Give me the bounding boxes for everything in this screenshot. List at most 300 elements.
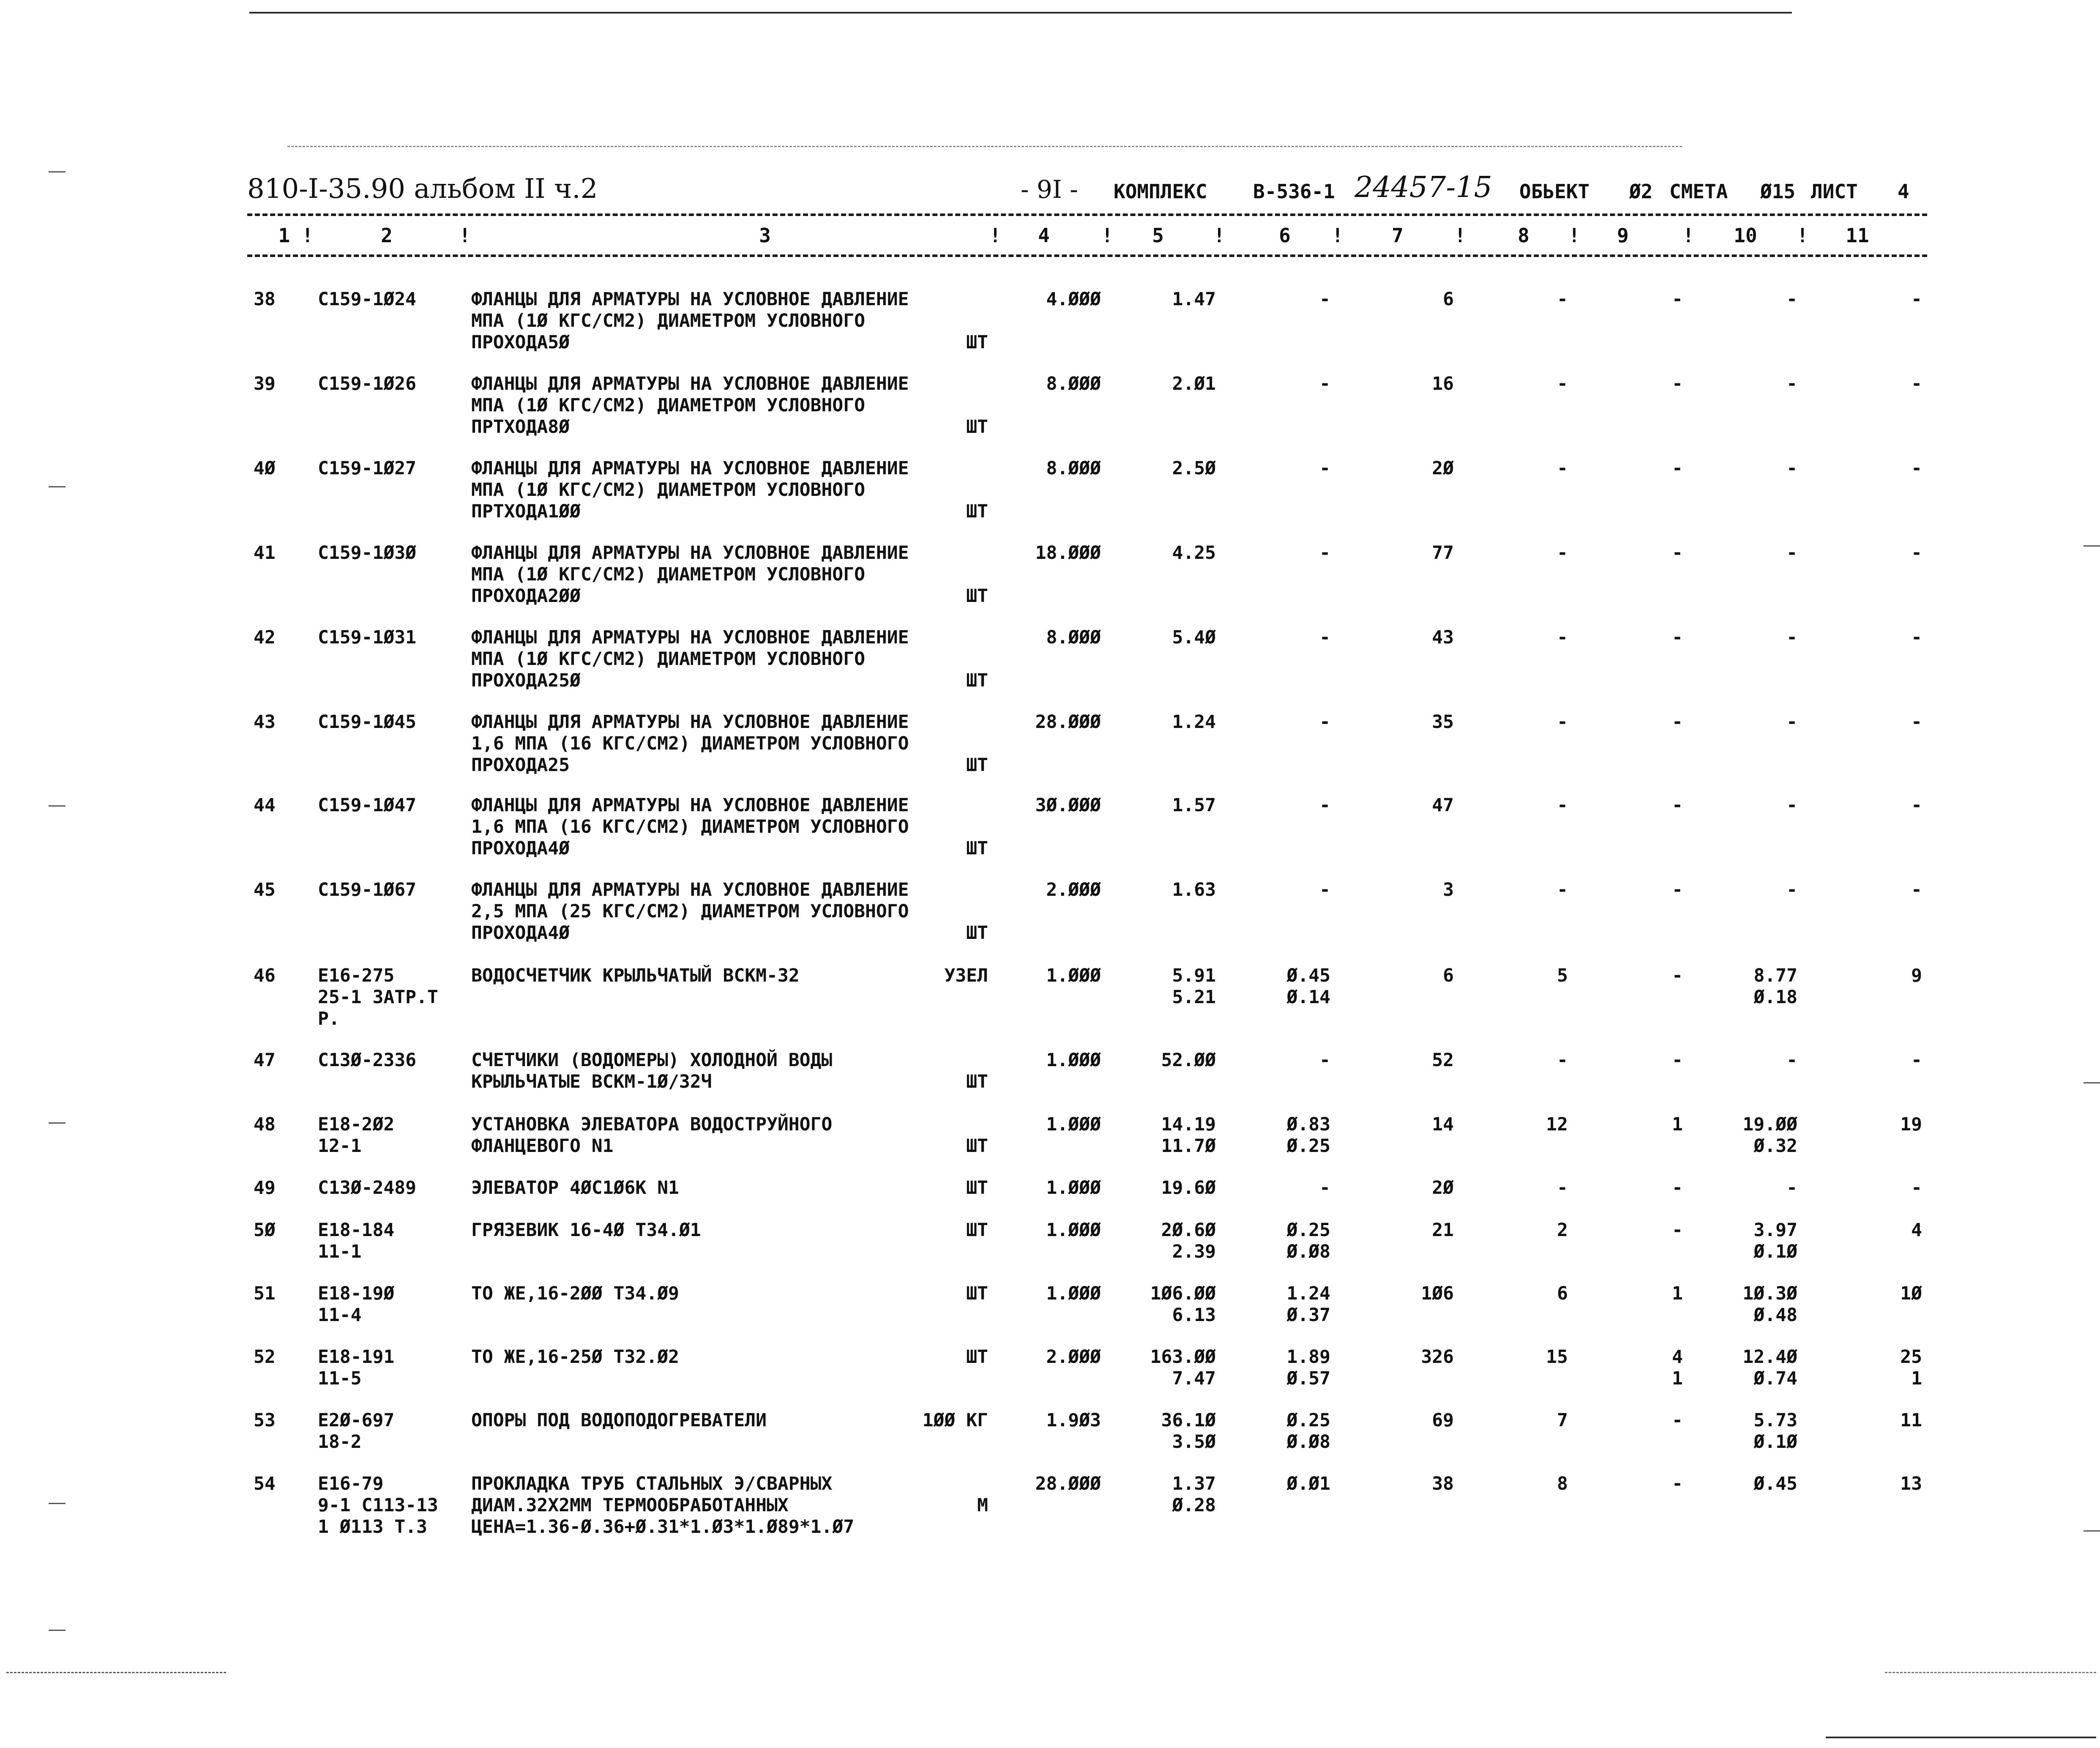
row-description: МПА (1Ø КГС/СМ2) ДИАМЕТРОМ УСЛОВНОГО — [471, 648, 865, 670]
scan-dotted-line — [287, 146, 1682, 147]
col-11-value: 1Ø — [1900, 1283, 1922, 1304]
row-unit: ШТ — [966, 1220, 988, 1241]
row-code: С159-1Ø45 — [318, 711, 416, 733]
col-4-value: 1.ØØØ — [1046, 1114, 1101, 1135]
col-8-value: - — [1557, 289, 1568, 310]
col-8-value: 6 — [1557, 1283, 1568, 1304]
scan-top-line — [249, 12, 1792, 14]
col-10-value: Ø.74 — [1753, 1368, 1797, 1389]
col-7-value: 43 — [1432, 627, 1454, 648]
col-6-value: 1.24 — [1286, 1283, 1330, 1304]
column-separator: ! — [1568, 224, 1580, 247]
col-5-value: 163.ØØ — [1150, 1346, 1216, 1368]
complex-code: В-536-1 — [1253, 180, 1335, 203]
row-code: 11-5 — [318, 1368, 362, 1389]
col-9-value: - — [1672, 373, 1683, 394]
col-6-value: Ø.14 — [1286, 987, 1330, 1008]
col-7-value: 69 — [1432, 1410, 1454, 1431]
row-description: ПРОХОДА5Ø — [471, 332, 570, 353]
col-8-value: - — [1557, 373, 1568, 394]
col-10-value: Ø.45 — [1753, 1473, 1797, 1494]
col-11-value: 9 — [1911, 965, 1922, 986]
row-description: ВОДОСЧЕТЧИК КРЫЛЬЧАТЫЙ ВСКМ-32 — [471, 965, 800, 986]
col-6-value: - — [1319, 627, 1330, 648]
row-description: КРЫЛЬЧАТЫЕ ВСКМ-1Ø/32Ч — [471, 1071, 712, 1092]
column-number: 8 — [1518, 224, 1529, 247]
row-description: ФЛАНЦЫ ДЛЯ АРМАТУРЫ НА УСЛОВНОЕ ДАВЛЕНИЕ — [471, 627, 909, 648]
col-5-value: 36.1Ø — [1161, 1410, 1216, 1431]
col-8-value: - — [1557, 458, 1568, 479]
col-9-value: - — [1672, 965, 1683, 986]
row-code: Е18-19Ø — [318, 1283, 395, 1304]
row-description: ФЛАНЦЫ ДЛЯ АРМАТУРЫ НА УСЛОВНОЕ ДАВЛЕНИЕ — [471, 373, 909, 394]
margin-mark — [2084, 1082, 2100, 1083]
col-9-value: - — [1672, 458, 1683, 479]
row-code: С159-1Ø31 — [318, 627, 416, 648]
row-description: УСТАНОВКА ЭЛЕВАТОРА ВОДОСТРУЙНОГО — [471, 1114, 833, 1135]
col-7-value: 77 — [1432, 542, 1454, 564]
column-separator: ! — [989, 224, 1001, 247]
column-numbers — [247, 224, 1938, 249]
col-5-value: 1.57 — [1172, 795, 1216, 816]
column-number: 5 — [1152, 224, 1164, 247]
column-number: 6 — [1279, 224, 1291, 247]
margin-mark — [49, 1122, 66, 1124]
column-separator: ! — [1101, 224, 1113, 247]
col-10-value: - — [1786, 289, 1797, 310]
column-number: 7 — [1392, 224, 1404, 247]
col-6-value: - — [1319, 373, 1330, 394]
row-unit: ШТ — [966, 755, 988, 776]
col-7-value: 47 — [1432, 795, 1454, 816]
col-6-value: Ø.57 — [1286, 1368, 1330, 1389]
col-6-value: - — [1319, 1050, 1330, 1071]
row-number: 53 — [254, 1410, 276, 1431]
col-5-value: 5.21 — [1172, 987, 1216, 1008]
col-7-value: 2Ø — [1432, 1177, 1454, 1198]
row-unit: 1ØØ КГ — [922, 1410, 988, 1431]
row-description: ЦЕНА=1.36-Ø.36+Ø.31*1.Ø3*1.Ø89*1.Ø7 — [471, 1516, 855, 1537]
row-description: МПА (1Ø КГС/СМ2) ДИАМЕТРОМ УСЛОВНОГО — [471, 395, 865, 416]
object-value: Ø2 — [1629, 180, 1653, 203]
col-10-value: - — [1786, 373, 1797, 394]
col-8-value: - — [1557, 795, 1568, 816]
col-7-value: 2Ø — [1432, 458, 1454, 479]
col-11-value: - — [1911, 289, 1922, 310]
col-9-value: - — [1672, 879, 1683, 900]
row-code: 12-1 — [318, 1135, 362, 1157]
col-5-value: 1Ø6.ØØ — [1150, 1283, 1216, 1304]
row-description: ЭЛЕВАТОР 4ØС1Ø6К N1 — [471, 1177, 679, 1198]
col-6-value: - — [1319, 1177, 1330, 1198]
row-number: 38 — [254, 289, 276, 310]
header-rule-top — [247, 213, 1927, 216]
col-5-value: 14.19 — [1161, 1114, 1216, 1135]
col-10-value: Ø.48 — [1753, 1305, 1797, 1326]
column-separator: ! — [459, 224, 471, 247]
col-4-value: 4.ØØØ — [1046, 289, 1101, 310]
col-10-value: Ø.1Ø — [1753, 1241, 1797, 1262]
document-reference: 810-I-35.90 альбом II ч.2 — [247, 173, 598, 205]
sheet-label: ЛИСТ — [1811, 180, 1858, 203]
estimate-label: СМЕТА — [1669, 180, 1728, 203]
col-6-value: Ø.Ø8 — [1286, 1431, 1330, 1453]
scan-bottom-right-line — [1826, 1737, 2096, 1738]
row-unit: УЗЕЛ — [944, 965, 988, 986]
col-5-value: 7.47 — [1172, 1368, 1216, 1389]
col-5-value: 4.25 — [1172, 542, 1216, 564]
col-6-value: Ø.37 — [1286, 1305, 1330, 1326]
scan-bottom-right-dots — [1885, 1672, 2096, 1673]
row-code: С13Ø-2489 — [318, 1177, 416, 1198]
margin-mark — [49, 1503, 66, 1504]
col-11-value: 4 — [1911, 1220, 1922, 1241]
row-description: ТО ЖЕ,16-2ØØ Т34.Ø9 — [471, 1283, 679, 1304]
col-9-value: - — [1672, 542, 1683, 564]
row-code: 18-2 — [318, 1431, 362, 1453]
row-number: 49 — [254, 1177, 276, 1198]
col-5-value: 1.37 — [1172, 1473, 1216, 1494]
row-description: СЧЕТЧИКИ (ВОДОМЕРЫ) ХОЛОДНОЙ ВОДЫ — [471, 1050, 833, 1071]
col-7-value: 3 — [1443, 879, 1454, 900]
col-10-value: - — [1786, 1050, 1797, 1071]
scan-bottom-left-line — [6, 1672, 226, 1673]
row-description: ОПОРЫ ПОД ВОДОПОДОГРЕВАТЕЛИ — [471, 1410, 767, 1431]
col-11-value: 11 — [1900, 1410, 1922, 1431]
margin-mark — [49, 805, 66, 807]
col-11-value: - — [1911, 542, 1922, 564]
row-code: Р. — [318, 1008, 340, 1029]
col-5-value: 2.39 — [1172, 1241, 1216, 1262]
row-description: ФЛАНЦЫ ДЛЯ АРМАТУРЫ НА УСЛОВНОЕ ДАВЛЕНИЕ — [471, 711, 909, 733]
col-10-value: - — [1786, 542, 1797, 564]
col-11-value: - — [1911, 711, 1922, 733]
col-7-value: 16 — [1432, 373, 1454, 394]
col-6-value: Ø.25 — [1286, 1220, 1330, 1241]
column-number: 2 — [381, 224, 393, 247]
col-5-value: 52.ØØ — [1161, 1050, 1216, 1071]
col-11-value: - — [1911, 1050, 1922, 1071]
row-unit: ШТ — [966, 1346, 988, 1368]
row-code: Е16-275 — [318, 965, 395, 986]
row-description: ФЛАНЦЕВОГО N1 — [471, 1135, 614, 1157]
col-7-value: 1Ø6 — [1421, 1283, 1454, 1304]
col-4-value: 8.ØØØ — [1046, 458, 1101, 479]
col-11-value: - — [1911, 458, 1922, 479]
col-11-value: - — [1911, 1177, 1922, 1198]
col-6-value: Ø.Ø1 — [1286, 1473, 1330, 1494]
row-unit: ШТ — [966, 501, 988, 522]
column-number: 4 — [1038, 224, 1050, 247]
col-10-value: - — [1786, 795, 1797, 816]
col-6-value: Ø.45 — [1286, 965, 1330, 986]
col-4-value: 2.ØØØ — [1046, 879, 1101, 900]
col-10-value: Ø.32 — [1753, 1135, 1797, 1157]
row-code: С159-1Ø26 — [318, 373, 416, 394]
col-7-value: 35 — [1432, 711, 1454, 733]
col-6-value: - — [1319, 711, 1330, 733]
col-5-value: 5.91 — [1172, 965, 1216, 986]
col-8-value: - — [1557, 879, 1568, 900]
row-code: С159-1Ø24 — [318, 289, 416, 310]
row-code: 11-4 — [318, 1305, 362, 1326]
handwritten-number: 24457-15 — [1354, 171, 1492, 204]
row-number: 44 — [254, 795, 276, 816]
row-unit: ШТ — [966, 1071, 988, 1092]
column-separator: ! — [1332, 224, 1344, 247]
row-code: 9-1 С113-13 — [318, 1495, 438, 1516]
row-code: 25-1 ЗАТР.Т — [318, 987, 438, 1008]
row-code: С159-1Ø67 — [318, 879, 416, 900]
col-8-value: - — [1557, 627, 1568, 648]
complex-label: КОМПЛЕКС — [1114, 180, 1207, 203]
col-10-value: 1Ø.3Ø — [1742, 1283, 1797, 1304]
row-code: С159-1Ø27 — [318, 458, 416, 479]
column-number: 10 — [1734, 224, 1757, 247]
page-number: - 9I - — [1021, 175, 1078, 204]
row-description: ТО ЖЕ,16-25Ø Т32.Ø2 — [471, 1346, 679, 1368]
col-6-value: Ø.25 — [1286, 1410, 1330, 1431]
row-description: ФЛАНЦЫ ДЛЯ АРМАТУРЫ НА УСЛОВНОЕ ДАВЛЕНИЕ — [471, 879, 909, 900]
col-7-value: 14 — [1432, 1114, 1454, 1135]
col-10-value: - — [1786, 711, 1797, 733]
col-4-value: 3Ø.ØØØ — [1035, 795, 1101, 816]
row-unit: ШТ — [966, 416, 988, 438]
col-11-value: 19 — [1900, 1114, 1922, 1135]
col-9-value: - — [1672, 1473, 1683, 1494]
col-6-value: - — [1319, 458, 1330, 479]
col-5-value: 1.24 — [1172, 711, 1216, 733]
row-description: 1,6 МПА (16 КГС/СМ2) ДИАМЕТРОМ УСЛОВНОГО — [471, 733, 909, 754]
col-10-value: - — [1786, 1177, 1797, 1198]
row-number: 54 — [254, 1473, 276, 1494]
col-9-value: - — [1672, 1050, 1683, 1071]
row-unit: ШТ — [966, 1283, 988, 1304]
column-number: 11 — [1846, 224, 1869, 247]
margin-mark — [49, 1630, 66, 1631]
document-header — [247, 173, 1938, 211]
col-9-value: 1 — [1672, 1283, 1683, 1304]
col-11-value: 1 — [1911, 1368, 1922, 1389]
col-7-value: 6 — [1443, 965, 1454, 986]
row-description: МПА (1Ø КГС/СМ2) ДИАМЕТРОМ УСЛОВНОГО — [471, 564, 865, 585]
col-4-value: 1.9Ø3 — [1046, 1410, 1101, 1431]
col-8-value: - — [1557, 1050, 1568, 1071]
col-5-value: 1.47 — [1172, 289, 1216, 310]
col-8-value: 2 — [1557, 1220, 1568, 1241]
col-10-value: Ø.18 — [1753, 987, 1797, 1008]
row-unit: ШТ — [966, 670, 988, 691]
row-unit: ШТ — [966, 585, 988, 607]
row-description: МПА (1Ø КГС/СМ2) ДИАМЕТРОМ УСЛОВНОГО — [471, 479, 865, 501]
col-5-value: 11.7Ø — [1161, 1135, 1216, 1157]
row-description: ПРОХОДА2ØØ — [471, 585, 581, 607]
row-description: 1,6 МПА (16 КГС/СМ2) ДИАМЕТРОМ УСЛОВНОГО — [471, 816, 909, 837]
row-code: Е18-191 — [318, 1346, 395, 1368]
col-6-value: Ø.25 — [1286, 1135, 1330, 1157]
row-number: 39 — [254, 373, 276, 394]
column-separator: ! — [1454, 224, 1466, 247]
row-description: ГРЯЗЕВИК 16-4Ø Т34.Ø1 — [471, 1220, 701, 1241]
column-separator: ! — [1213, 224, 1225, 247]
row-description: ФЛАНЦЫ ДЛЯ АРМАТУРЫ НА УСЛОВНОЕ ДАВЛЕНИЕ — [471, 289, 909, 310]
col-9-value: 4 — [1672, 1346, 1683, 1368]
row-unit: ШТ — [966, 332, 988, 353]
col-4-value: 2.ØØØ — [1046, 1346, 1101, 1368]
row-code: 1 Ø113 Т.3 — [318, 1516, 427, 1537]
col-4-value: 28.ØØØ — [1035, 711, 1101, 733]
row-number: 46 — [254, 965, 276, 986]
row-code: С159-1Ø3Ø — [318, 542, 416, 564]
object-label: ОБЬЕКТ — [1519, 180, 1590, 203]
col-5-value: 1.63 — [1172, 879, 1216, 900]
col-9-value: 1 — [1672, 1368, 1683, 1389]
row-description: ПРТХОДА1ØØ — [471, 501, 581, 522]
col-8-value: - — [1557, 1177, 1568, 1198]
margin-mark — [2084, 1530, 2100, 1532]
row-description: ПРОХОДА4Ø — [471, 838, 570, 859]
col-9-value: - — [1672, 1220, 1683, 1241]
col-9-value: 1 — [1672, 1114, 1683, 1135]
col-4-value: 8.ØØØ — [1046, 627, 1101, 648]
row-number: 48 — [254, 1114, 276, 1135]
row-description: ФЛАНЦЫ ДЛЯ АРМАТУРЫ НА УСЛОВНОЕ ДАВЛЕНИЕ — [471, 458, 909, 479]
row-description: ПРТХОДА8Ø — [471, 416, 570, 438]
col-8-value: 8 — [1557, 1473, 1568, 1494]
col-7-value: 6 — [1443, 289, 1454, 310]
column-separator: ! — [1797, 224, 1808, 247]
row-code: Е18-184 — [318, 1220, 395, 1241]
row-code: Е16-79 — [318, 1473, 384, 1494]
row-code: С13Ø-2336 — [318, 1050, 416, 1071]
row-description: ДИАМ.32Х2ММ ТЕРМООБРАБОТАННЫХ — [471, 1495, 789, 1516]
col-10-value: Ø.1Ø — [1753, 1431, 1797, 1453]
row-code: С159-1Ø47 — [318, 795, 416, 816]
row-description: ПРОКЛАДКА ТРУБ СТАЛЬНЫХ Э/СВАРНЫХ — [471, 1473, 833, 1494]
col-4-value: 28.ØØØ — [1035, 1473, 1101, 1494]
col-8-value: - — [1557, 711, 1568, 733]
col-8-value: 12 — [1546, 1114, 1568, 1135]
row-number: 51 — [254, 1283, 276, 1304]
col-6-value: Ø.83 — [1286, 1114, 1330, 1135]
col-10-value: 3.97 — [1753, 1220, 1797, 1241]
estimate-value: Ø15 — [1760, 180, 1796, 203]
col-4-value: 1.ØØØ — [1046, 1283, 1101, 1304]
col-10-value: - — [1786, 879, 1797, 900]
row-code: Е2Ø-697 — [318, 1410, 395, 1431]
column-separator: ! — [1682, 224, 1694, 247]
col-4-value: 18.ØØØ — [1035, 542, 1101, 564]
col-5-value: 2Ø.6Ø — [1161, 1220, 1216, 1241]
row-description: ФЛАНЦЫ ДЛЯ АРМАТУРЫ НА УСЛОВНОЕ ДАВЛЕНИЕ — [471, 542, 909, 564]
col-5-value: 3.5Ø — [1172, 1431, 1216, 1453]
header-rule-bottom — [247, 254, 1927, 257]
row-number: 45 — [254, 879, 276, 900]
row-number: 41 — [254, 542, 276, 564]
col-8-value: 15 — [1546, 1346, 1568, 1368]
col-11-value: 13 — [1900, 1473, 1922, 1494]
margin-mark — [2084, 545, 2100, 547]
col-10-value: - — [1786, 458, 1797, 479]
col-7-value: 52 — [1432, 1050, 1454, 1071]
col-11-value: - — [1911, 795, 1922, 816]
col-10-value: 8.77 — [1753, 965, 1797, 986]
row-number: 43 — [254, 711, 276, 733]
col-7-value: 38 — [1432, 1473, 1454, 1494]
col-9-value: - — [1672, 711, 1683, 733]
col-9-value: - — [1672, 1410, 1683, 1431]
col-7-value: 21 — [1432, 1220, 1454, 1241]
row-code: Е18-2Ø2 — [318, 1114, 395, 1135]
col-6-value: Ø.Ø8 — [1286, 1241, 1330, 1262]
col-5-value: 5.4Ø — [1172, 627, 1216, 648]
column-number: 3 — [759, 224, 771, 247]
row-number: 5Ø — [254, 1220, 276, 1241]
row-number: 4Ø — [254, 458, 276, 479]
row-unit: ШТ — [966, 838, 988, 859]
margin-mark — [49, 486, 66, 487]
row-unit: ШТ — [966, 1135, 988, 1157]
col-11-value: 25 — [1900, 1346, 1922, 1368]
col-5-value: Ø.28 — [1172, 1495, 1216, 1516]
row-unit: ШТ — [966, 1177, 988, 1198]
row-description: МПА (1Ø КГС/СМ2) ДИАМЕТРОМ УСЛОВНОГО — [471, 310, 865, 331]
column-number: 1 ! — [278, 224, 314, 247]
col-11-value: - — [1911, 627, 1922, 648]
col-11-value: - — [1911, 879, 1922, 900]
col-8-value: 7 — [1557, 1410, 1568, 1431]
col-5-value: 2.5Ø — [1172, 458, 1216, 479]
col-7-value: 326 — [1421, 1346, 1454, 1368]
col-10-value: 12.4Ø — [1742, 1346, 1797, 1368]
col-9-value: - — [1672, 289, 1683, 310]
row-description: ПРОХОДА4Ø — [471, 922, 570, 944]
col-6-value: 1.89 — [1286, 1346, 1330, 1368]
sheet-value: 4 — [1898, 180, 1909, 203]
row-description: ФЛАНЦЫ ДЛЯ АРМАТУРЫ НА УСЛОВНОЕ ДАВЛЕНИЕ — [471, 795, 909, 816]
col-10-value: 19.ØØ — [1742, 1114, 1797, 1135]
col-5-value: 19.6Ø — [1161, 1177, 1216, 1198]
col-10-value: 5.73 — [1753, 1410, 1797, 1431]
col-8-value: - — [1557, 542, 1568, 564]
col-4-value: 8.ØØØ — [1046, 373, 1101, 394]
col-4-value: 1.ØØØ — [1046, 965, 1101, 986]
col-6-value: - — [1319, 542, 1330, 564]
margin-mark — [49, 171, 66, 172]
row-description: ПРОХОДА25 — [471, 755, 570, 776]
col-4-value: 1.ØØØ — [1046, 1220, 1101, 1241]
col-6-value: - — [1319, 879, 1330, 900]
col-5-value: 6.13 — [1172, 1305, 1216, 1326]
row-unit: М — [977, 1495, 988, 1516]
row-number: 47 — [254, 1050, 276, 1071]
row-description: ПРОХОДА25Ø — [471, 670, 581, 691]
col-4-value: 1.ØØØ — [1046, 1177, 1101, 1198]
col-5-value: 2.Ø1 — [1172, 373, 1216, 394]
row-unit: ШТ — [966, 922, 988, 944]
col-9-value: - — [1672, 1177, 1683, 1198]
col-11-value: - — [1911, 373, 1922, 394]
column-number: 9 — [1617, 224, 1629, 247]
col-4-value: 1.ØØØ — [1046, 1050, 1101, 1071]
row-code: 11-1 — [318, 1241, 362, 1262]
row-number: 52 — [254, 1346, 276, 1368]
col-10-value: - — [1786, 627, 1797, 648]
col-6-value: - — [1319, 795, 1330, 816]
col-8-value: 5 — [1557, 965, 1568, 986]
col-9-value: - — [1672, 627, 1683, 648]
col-9-value: - — [1672, 795, 1683, 816]
